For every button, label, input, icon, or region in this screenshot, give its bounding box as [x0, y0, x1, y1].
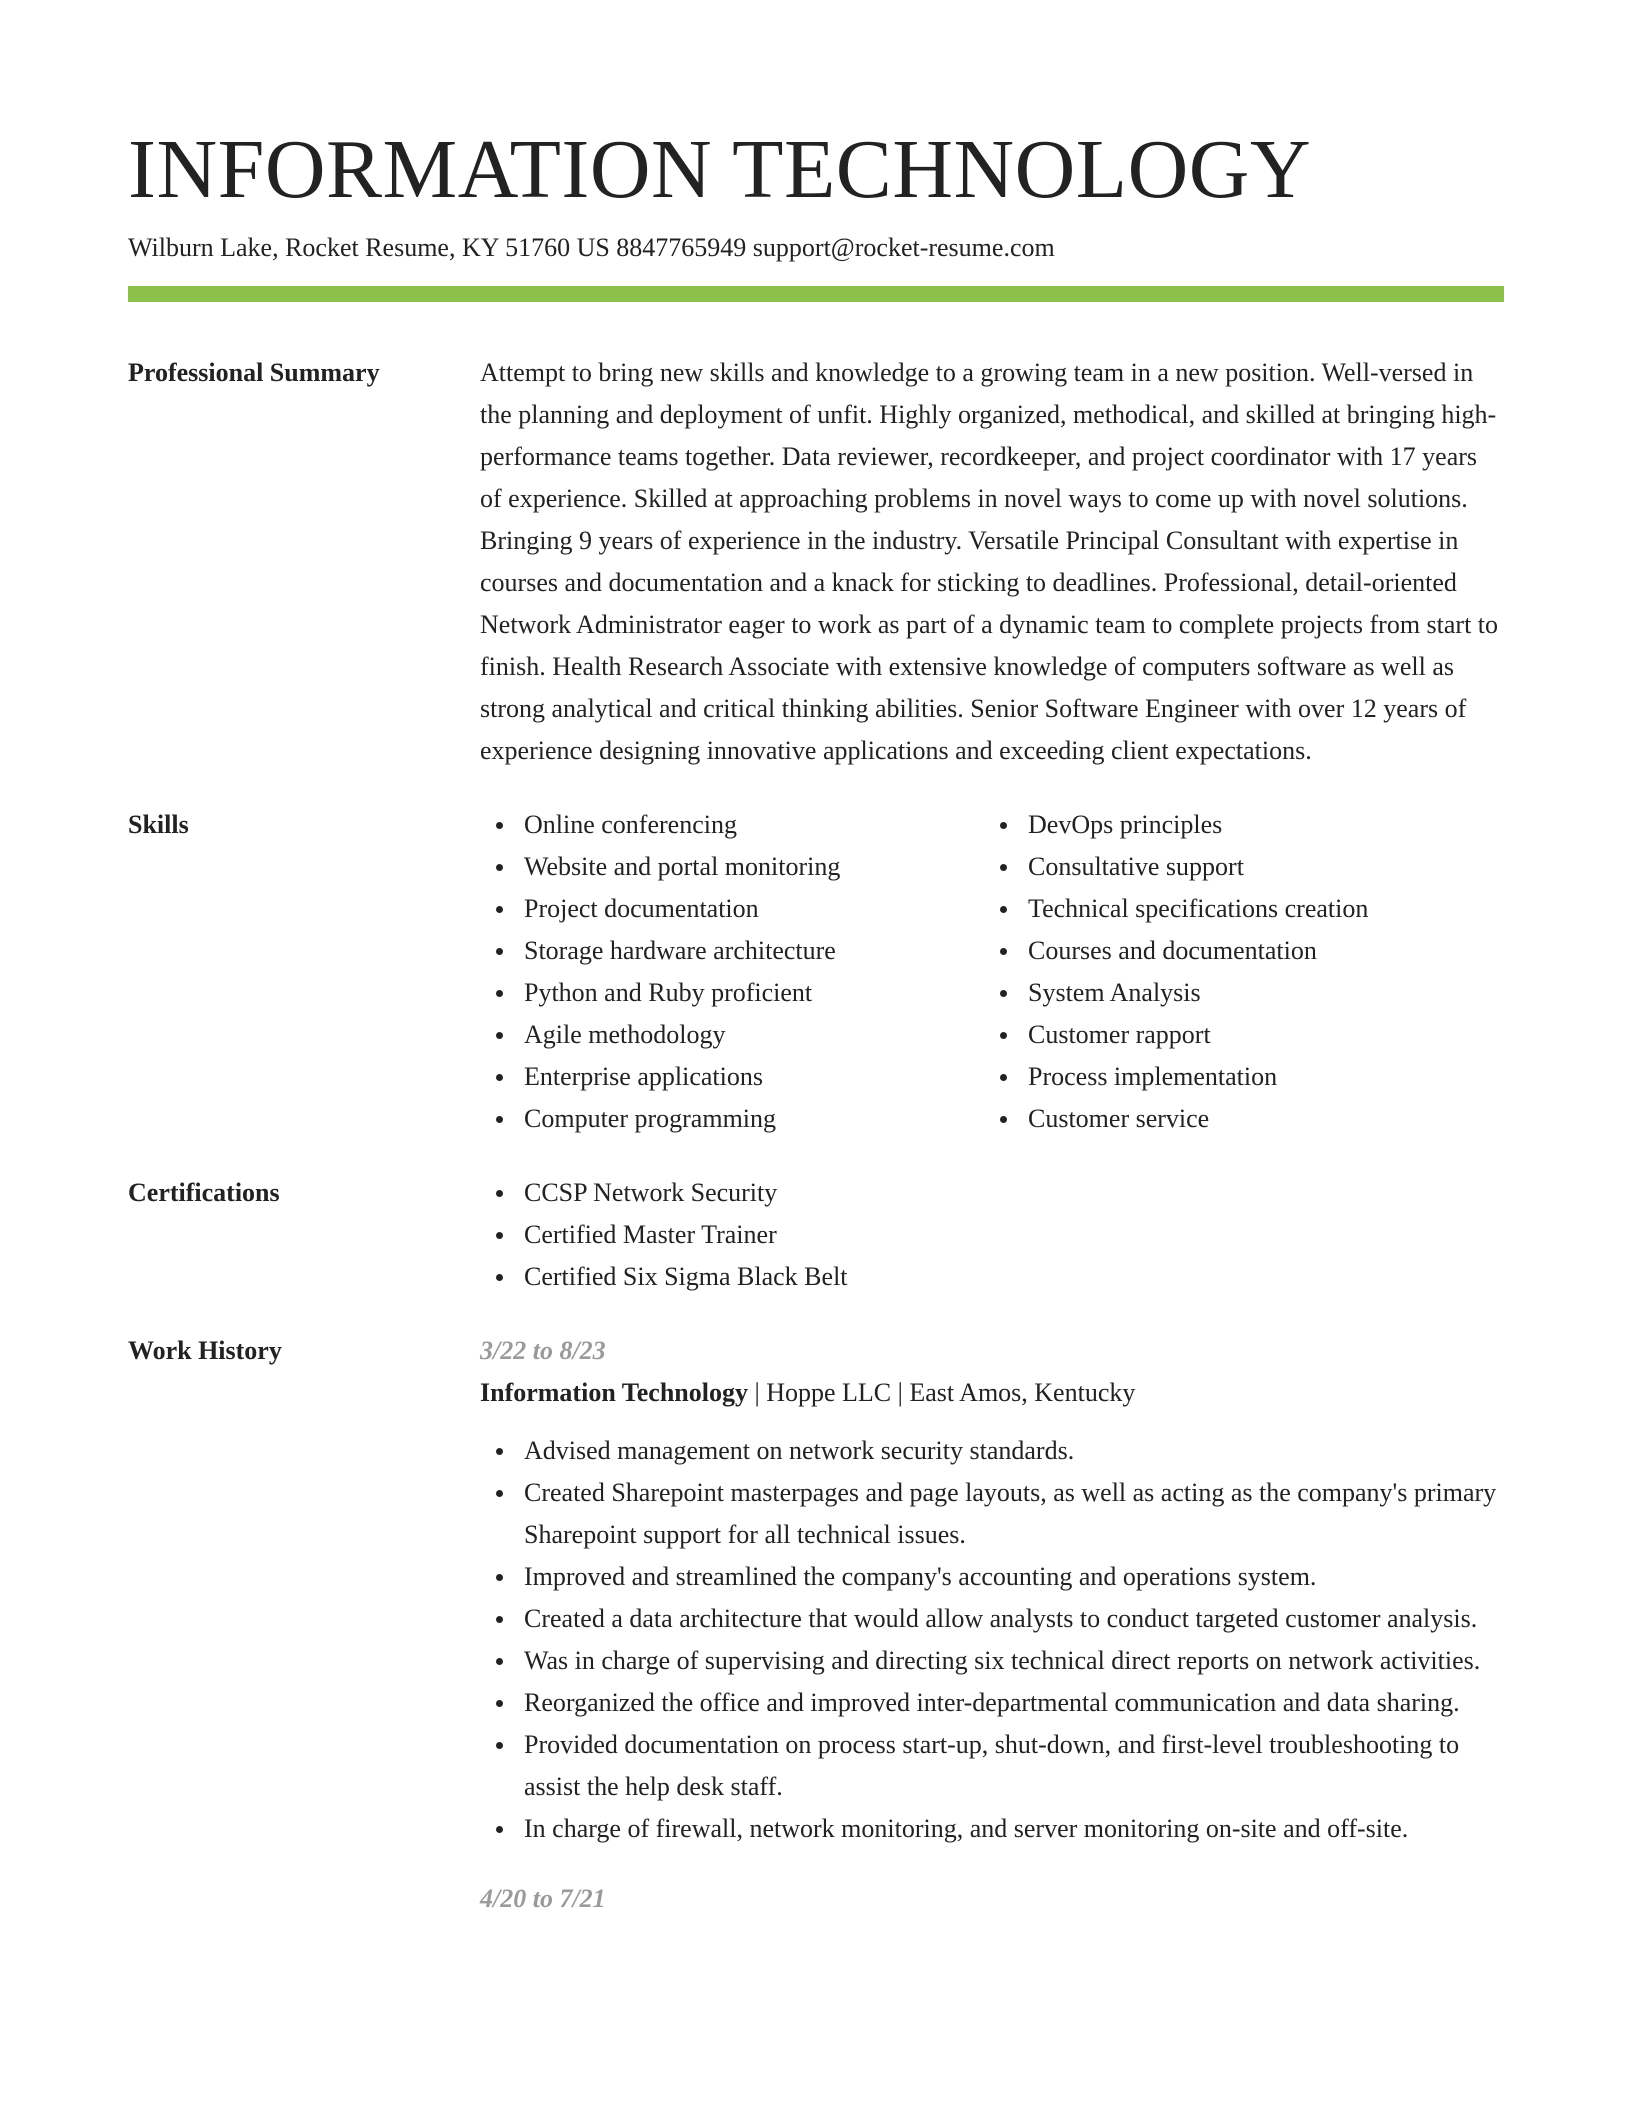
skills-list-left	[480, 804, 984, 1140]
skill-item: Computer programming	[480, 1098, 984, 1140]
skill-item: Courses and documentation	[984, 930, 1488, 972]
job-bullet: Provided documentation on process start-up, shut-down, and first-level troubleshooting to assist the help desk staff.	[480, 1724, 1504, 1808]
job-dates: 4/20 to 7/21	[480, 1884, 606, 1913]
skills-section	[128, 804, 1504, 1140]
professional-summary-section	[128, 352, 1504, 772]
work-history-section	[128, 1330, 1504, 1920]
job-bullet: In charge of firewall, network monitoring, and server monitoring on-site and off-site.	[480, 1808, 1504, 1850]
skill-item: Project documentation	[480, 888, 984, 930]
certifications-body	[480, 1172, 1504, 1298]
job-bullet: Created a data architecture that would allow analysts to conduct targeted customer analysis.	[480, 1598, 1504, 1640]
skills-columns	[480, 804, 1504, 1140]
section-label-skills: Skills	[128, 810, 189, 839]
certification-item: Certified Six Sigma Black Belt	[480, 1256, 1504, 1298]
certifications-section	[128, 1172, 1504, 1298]
contact-info: Wilburn Lake, Rocket Resume, KY 51760 US 8847765949 support@rocket-resume.com	[128, 233, 1055, 262]
skill-item: DevOps principles	[984, 804, 1488, 846]
skill-item: Online conferencing	[480, 804, 984, 846]
job-bullets	[480, 1430, 1504, 1850]
skill-item: System Analysis	[984, 972, 1488, 1014]
job-dates: 3/22 to 8/23	[480, 1336, 606, 1365]
skill-item: Website and portal monitoring	[480, 846, 984, 888]
job-heading	[480, 1372, 1504, 1414]
skill-item: Process implementation	[984, 1056, 1488, 1098]
work-history-body	[480, 1330, 1504, 1920]
section-label-work-history: Work History	[128, 1336, 282, 1365]
skill-item: Enterprise applications	[480, 1056, 984, 1098]
skill-item: Agile methodology	[480, 1014, 984, 1056]
section-label-summary: Professional Summary	[128, 358, 380, 387]
job-entry	[480, 1878, 1504, 1920]
skills-list-right	[984, 804, 1488, 1140]
summary-text: Attempt to bring new skills and knowledge to a growing team in a new position. Well-versed in the planning and deployment of unfit. Highly organized, methodical, and skilled at bringing high-performance teams together. Data reviewer, recordkeeper, and project coordinator with 17 years of experience. Skilled at approaching problems in novel ways to come up with novel solutions. Bringing 9 years of experience in the industry. Versatile Principal Consultant with expertise in courses and documentation and a knack for sticking to deadlines. Professional, detail-oriented Network Administrator eager to work as part of a dynamic team to complete projects from start to finish. Health Research Associate with extensive knowledge of computers software as well as strong analytical and critical thinking abilities. Senior Software Engineer with over 12 years of experience designing innovative applications and exceeding client expectations.	[480, 358, 1499, 765]
certification-item: CCSP Network Security	[480, 1172, 1504, 1214]
certifications-list	[480, 1172, 1504, 1298]
section-label-certifications: Certifications	[128, 1178, 280, 1207]
job-bullet: Reorganized the office and improved inter-departmental communication and data sharing.	[480, 1682, 1504, 1724]
certification-item: Certified Master Trainer	[480, 1214, 1504, 1256]
job-entry	[480, 1330, 1504, 1850]
skill-item: Storage hardware architecture	[480, 930, 984, 972]
accent-divider	[128, 286, 1504, 302]
skill-item: Customer service	[984, 1098, 1488, 1140]
job-bullet: Improved and streamlined the company's accounting and operations system.	[480, 1556, 1504, 1598]
job-title: Information Technology	[480, 1378, 748, 1407]
skill-item: Consultative support	[984, 846, 1488, 888]
resume-page	[128, 120, 1504, 1920]
skill-item: Technical specifications creation	[984, 888, 1488, 930]
skill-item: Python and Ruby proficient	[480, 972, 984, 1014]
job-bullet: Was in charge of supervising and directing six technical direct reports on network activities.	[480, 1640, 1504, 1682]
resume-title: INFORMATION TECHNOLOGY	[128, 123, 1312, 216]
job-details: | Hoppe LLC | East Amos, Kentucky	[748, 1378, 1136, 1407]
job-bullet: Created Sharepoint masterpages and page layouts, as well as acting as the company's primary Sharepoint support for all technical issues.	[480, 1472, 1504, 1556]
skill-item: Customer rapport	[984, 1014, 1488, 1056]
job-bullet: Advised management on network security standards.	[480, 1430, 1504, 1472]
